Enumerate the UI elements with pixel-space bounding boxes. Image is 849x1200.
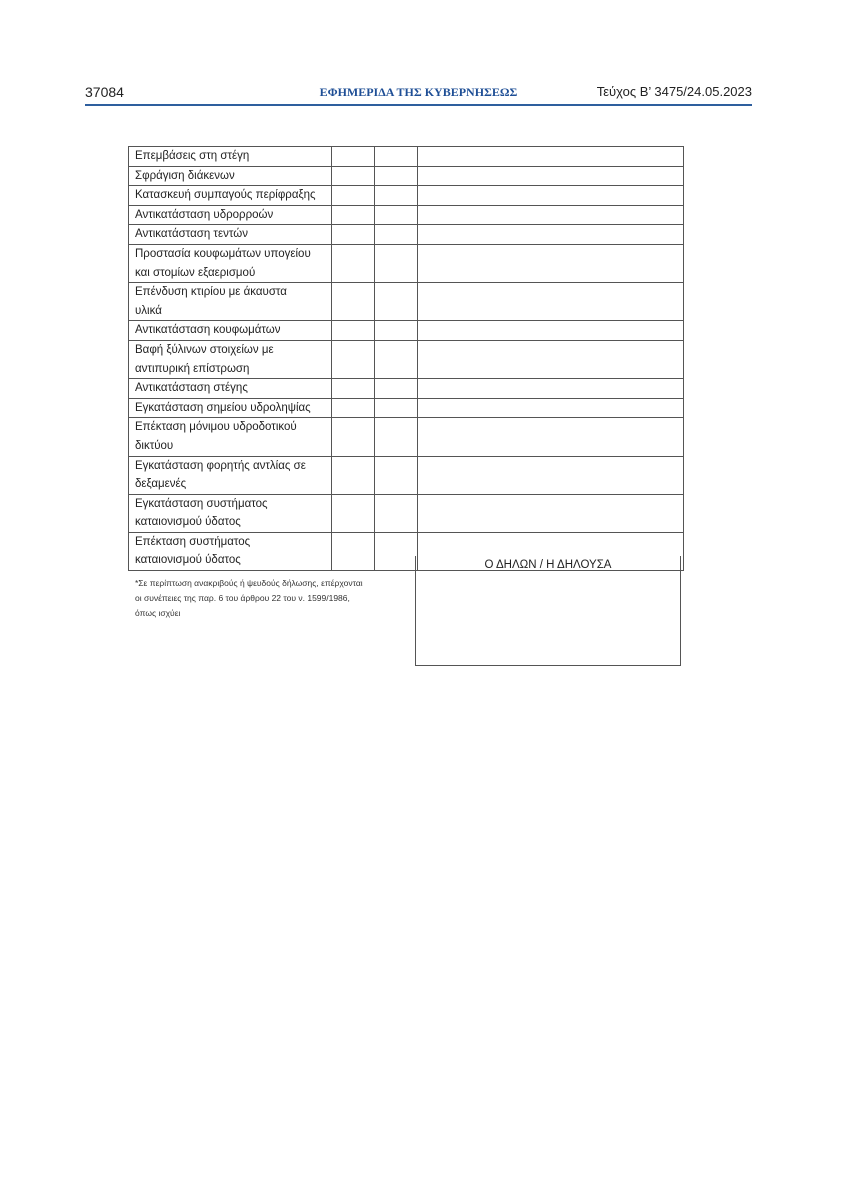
measure-label-cell — [129, 456, 332, 494]
measure-label-line: καταιονισμού ύδατος — [135, 516, 241, 529]
column-b-cell — [375, 340, 418, 378]
footnote-line: οι συνέπειες της παρ. 6 του άρθρου 22 του ν. 1599/1986, — [135, 593, 350, 603]
comments-cell — [418, 147, 684, 167]
footnote-line: όπως ισχύει — [135, 608, 181, 618]
measure-label-line: Επένδυση κτιρίου με άκαυστα — [135, 286, 287, 299]
column-b-cell — [375, 494, 418, 532]
measure-label-cell — [129, 340, 332, 378]
comments-cell — [418, 166, 684, 186]
column-b-cell — [375, 379, 418, 399]
comments-cell — [418, 225, 684, 245]
measure-label-cell — [129, 283, 332, 321]
table-row — [129, 283, 684, 321]
table-row — [129, 225, 684, 245]
measure-label-cell — [129, 147, 332, 167]
column-b-cell — [375, 147, 418, 167]
column-a-cell — [332, 398, 375, 418]
measure-label-line: Εγκατάσταση σημείου υδροληψίας — [135, 401, 311, 414]
measure-label-line: και στομίων εξαερισμού — [135, 266, 256, 279]
measure-label-cell — [129, 225, 332, 245]
measure-label-line: καταιονισμού ύδατος — [135, 554, 241, 567]
table-row — [129, 147, 684, 167]
comments-cell — [418, 205, 684, 225]
column-a-cell — [332, 147, 375, 167]
column-a-cell — [332, 283, 375, 321]
measure-label-line: Σφράγιση διάκενων — [135, 169, 235, 182]
measure-label-line: Αντικατάσταση υδρορροών — [135, 208, 274, 221]
measure-label-line: Επέκταση συστήματος — [135, 535, 251, 548]
measure-label-cell — [129, 532, 332, 570]
publication-title: ΕΦΗΜΕΡΙΔΑ ΤΗΣ ΚΥΒΕΡΝΗΣΕΩΣ — [319, 85, 518, 99]
table-row — [129, 340, 684, 378]
footnote — [135, 576, 407, 621]
footnote-line: *Σε περίπτωση ανακριβούς ή ψευδούς δήλωσης, επέρχονται — [135, 578, 363, 588]
table-row — [129, 166, 684, 186]
measure-label-line: δικτύου — [135, 439, 174, 452]
comments-cell — [418, 321, 684, 341]
measure-label-line: Επέκταση μόνιμου υδροδοτικού — [135, 421, 297, 434]
measure-label-line: Αντικατάσταση στέγης — [135, 382, 248, 395]
page-number: 37084 — [85, 84, 124, 100]
measure-label-cell — [129, 244, 332, 282]
measure-label-line: Αντικατάσταση τεντών — [135, 228, 248, 241]
table-row — [129, 186, 684, 206]
table-row — [129, 456, 684, 494]
table-row — [129, 321, 684, 341]
measure-label-line: Αντικατάσταση κουφωμάτων — [135, 324, 281, 337]
column-b-cell — [375, 321, 418, 341]
column-a-cell — [332, 321, 375, 341]
column-a-cell — [332, 418, 375, 456]
column-a-cell — [332, 532, 375, 570]
comments-cell — [418, 379, 684, 399]
measure-label-line: Κατασκευή συμπαγούς περίφραξης — [135, 189, 316, 202]
column-b-cell — [375, 186, 418, 206]
measure-label-line: αντιπυρική επίστρωση — [135, 362, 250, 375]
comments-cell — [418, 186, 684, 206]
column-b-cell — [375, 456, 418, 494]
column-a-cell — [332, 379, 375, 399]
comments-cell — [418, 418, 684, 456]
column-a-cell — [332, 205, 375, 225]
comments-cell — [418, 456, 684, 494]
measure-label-cell — [129, 205, 332, 225]
measure-label-cell — [129, 186, 332, 206]
measures-table — [128, 146, 684, 571]
column-b-cell — [375, 205, 418, 225]
column-a-cell — [332, 186, 375, 206]
comments-cell — [418, 494, 684, 532]
measure-label-cell — [129, 398, 332, 418]
header-divider — [85, 104, 752, 106]
column-a-cell — [332, 340, 375, 378]
page-header — [85, 84, 752, 104]
measure-label-line: Προστασία κουφωμάτων υπογείου — [135, 247, 311, 260]
table-row — [129, 494, 684, 532]
column-b-cell — [375, 283, 418, 321]
table-row — [129, 418, 684, 456]
column-a-cell — [332, 244, 375, 282]
column-b-cell — [375, 225, 418, 245]
measure-label-line: Βαφή ξύλινων στοιχείων με — [135, 343, 274, 356]
measure-label-line: δεξαμενές — [135, 478, 187, 491]
table-row — [129, 379, 684, 399]
table-row — [129, 205, 684, 225]
table-row — [129, 398, 684, 418]
column-b-cell — [375, 244, 418, 282]
measure-label-cell — [129, 321, 332, 341]
measure-label-line: Εγκατάσταση φορητής αντλίας σε — [135, 459, 306, 472]
comments-cell — [418, 283, 684, 321]
issue-reference: Τεύχος Β’ 3475/24.05.2023 — [596, 84, 752, 99]
signature-title: Ο ΔΗΛΩΝ / Η ΔΗΛΟΥΣΑ — [484, 559, 612, 571]
measure-label-cell — [129, 418, 332, 456]
comments-cell — [418, 244, 684, 282]
measure-label-line: Επεμβάσεις στη στέγη — [135, 150, 250, 162]
measure-label-cell — [129, 494, 332, 532]
column-a-cell — [332, 494, 375, 532]
signature-box — [415, 556, 681, 666]
column-b-cell — [375, 166, 418, 186]
table-row — [129, 244, 684, 282]
column-a-cell — [332, 166, 375, 186]
column-b-cell — [375, 418, 418, 456]
column-a-cell — [332, 456, 375, 494]
column-b-cell — [375, 398, 418, 418]
comments-cell — [418, 340, 684, 378]
measure-label-line: υλικά — [135, 304, 162, 317]
measure-label-cell — [129, 379, 332, 399]
measure-label-cell — [129, 166, 332, 186]
column-a-cell — [332, 225, 375, 245]
measure-label-line: Εγκατάσταση συστήματος — [135, 497, 268, 510]
column-b-cell — [375, 532, 418, 570]
comments-cell — [418, 398, 684, 418]
